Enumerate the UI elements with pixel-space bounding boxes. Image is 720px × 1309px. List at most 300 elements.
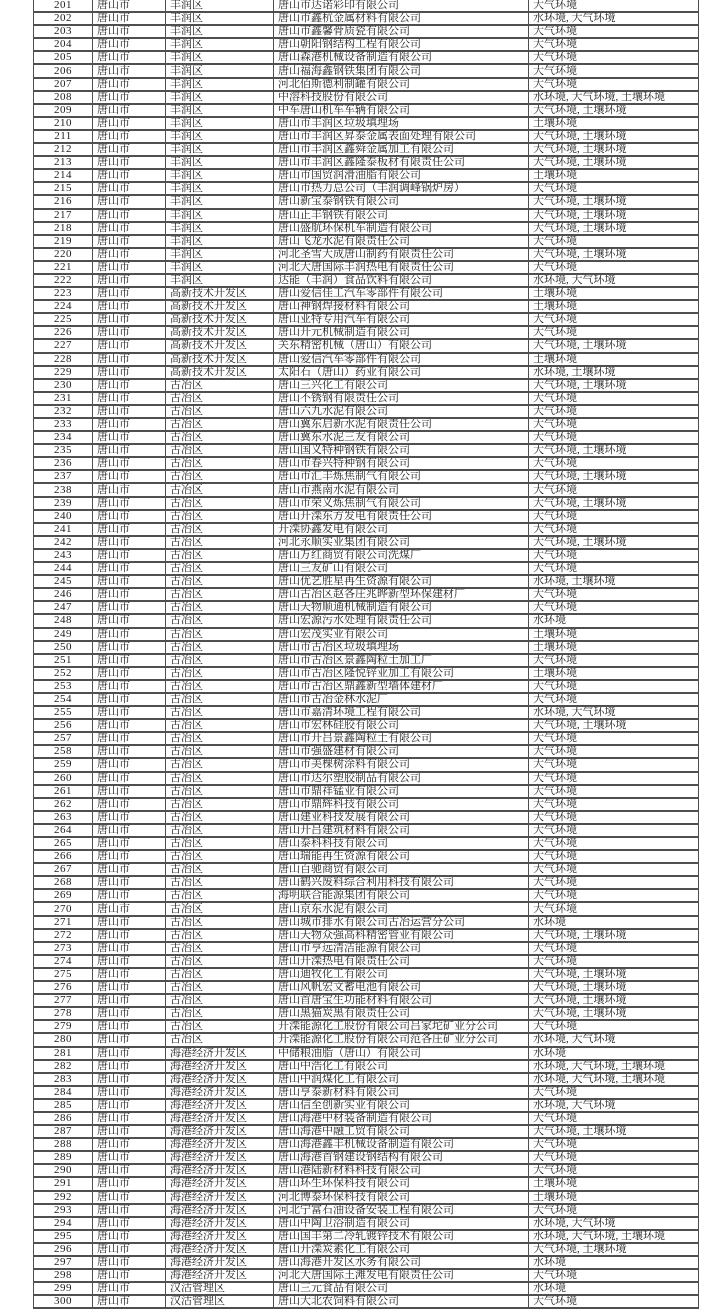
cell-company: 唐山市宏林硅胶有限公司 [274,719,529,732]
table-row [34,339,699,352]
cell-seq: 285 [34,1099,93,1112]
cell-seq: 269 [34,889,93,902]
table-row [34,955,699,968]
cell-company: 唐山京东水泥有限公司 [274,902,529,915]
cell-city: 唐山市 [93,693,166,706]
cell-district: 古冶区 [166,497,274,510]
cell-district: 丰润区 [166,261,274,274]
cell-seq: 257 [34,732,93,745]
cell-env: 大气环境 [529,601,699,614]
cell-env: 大气环境 [529,889,699,902]
cell-env: 大气环境, 土壤环境 [529,156,699,169]
cell-district: 丰润区 [166,91,274,104]
table-row [34,274,699,287]
cell-district: 古冶区 [166,824,274,837]
cell-district: 丰润区 [166,209,274,222]
cell-city: 唐山市 [93,405,166,418]
cell-city: 唐山市 [93,431,166,444]
cell-env: 大气环境, 土壤环境 [529,379,699,392]
table-row [34,51,699,64]
cell-city: 唐山市 [93,850,166,863]
cell-env: 大气环境 [529,182,699,195]
cell-company: 唐山泰科科技有限公司 [274,837,529,850]
cell-company: 开滦能源化工股份有限公司范各庄矿业分公司 [274,1033,529,1046]
table-row [34,405,699,418]
cell-district: 海港经济开发区 [166,1164,274,1177]
cell-env: 水环境, 土壤环境 [529,575,699,588]
table-row [34,667,699,680]
table-row [34,1295,699,1308]
cell-city: 唐山市 [93,1047,166,1060]
cell-env: 大气环境, 土壤环境 [529,968,699,981]
cell-district: 高新技术开发区 [166,313,274,326]
cell-seq: 300 [34,1295,93,1308]
cell-city: 唐山市 [93,1020,166,1033]
cell-city: 唐山市 [93,248,166,261]
cell-seq: 230 [34,379,93,392]
cell-company: 唐山开滦热电有限责任公司 [274,955,529,968]
cell-district: 丰润区 [166,222,274,235]
cell-company: 唐山首唐宝生功能材料有限公司 [274,994,529,1007]
cell-city: 唐山市 [93,968,166,981]
cell-env: 大气环境, 土壤环境 [529,470,699,483]
cell-seq: 287 [34,1125,93,1138]
table-row [34,91,699,104]
table-row [34,1282,699,1295]
cell-district: 丰润区 [166,104,274,117]
cell-seq: 204 [34,38,93,51]
cell-seq: 201 [34,0,93,12]
cell-city: 唐山市 [93,772,166,785]
cell-seq: 261 [34,785,93,798]
cell-city: 唐山市 [93,1164,166,1177]
table-row [34,654,699,667]
cell-district: 古冶区 [166,955,274,968]
cell-district: 古冶区 [166,483,274,496]
cell-district: 丰润区 [166,182,274,195]
cell-city: 唐山市 [93,1191,166,1204]
table-row [34,785,699,798]
table-row [34,994,699,1007]
cell-env: 大气环境, 土壤环境 [529,143,699,156]
table-row [34,916,699,929]
cell-city: 唐山市 [93,510,166,523]
cell-seq: 248 [34,614,93,627]
cell-company: 唐山亨泰新材料有限公司 [274,1086,529,1099]
cell-company: 海明联合能源集团有限公司 [274,889,529,902]
cell-company: 唐山城市排水有限公司古冶运营分公司 [274,916,529,929]
cell-env: 大气环境 [529,876,699,889]
table-row [34,614,699,627]
cell-district: 古冶区 [166,457,274,470]
cell-env: 大气环境, 土壤环境 [529,209,699,222]
cell-seq: 276 [34,981,93,994]
cell-env: 水环境, 大气环境, 土壤环境 [529,1060,699,1073]
cell-district: 古冶区 [166,418,274,431]
cell-env: 大气环境 [529,654,699,667]
cell-city: 唐山市 [93,1230,166,1243]
cell-city: 唐山市 [93,902,166,915]
cell-company: 唐山市开吕景鑫陶粒土有限公司 [274,732,529,745]
cell-district: 丰润区 [166,143,274,156]
cell-city: 唐山市 [93,1282,166,1295]
table-row [34,1033,699,1046]
cell-company: 唐山万红商贸有限公司洗煤厂 [274,549,529,562]
cell-district: 古冶区 [166,745,274,758]
cell-env: 大气环境 [529,850,699,863]
cell-seq: 277 [34,994,93,1007]
cell-company: 唐山市丰润区昇泰金属表面处理有限公司 [274,130,529,143]
cell-env: 大气环境, 土壤环境 [529,1243,699,1256]
cell-city: 唐山市 [93,863,166,876]
cell-env: 土壤环境 [529,628,699,641]
table-row [34,300,699,313]
table-row [34,1151,699,1164]
cell-district: 海港经济开发区 [166,1125,274,1138]
cell-district: 古冶区 [166,850,274,863]
cell-seq: 259 [34,758,93,771]
pollutant-table [33,0,699,1309]
cell-seq: 203 [34,25,93,38]
cell-seq: 298 [34,1269,93,1282]
table-row [34,588,699,601]
cell-env: 大气环境 [529,261,699,274]
table-row [34,287,699,300]
cell-city: 唐山市 [93,12,166,25]
cell-env: 大气环境 [529,732,699,745]
cell-company: 唐山海港鑫丰机械设备制造有限公司 [274,1138,529,1151]
table-row [34,628,699,641]
cell-city: 唐山市 [93,680,166,693]
cell-district: 海港经济开发区 [166,1138,274,1151]
cell-city: 唐山市 [93,1269,166,1282]
cell-env: 土壤环境 [529,169,699,182]
cell-env: 大气环境 [529,902,699,915]
cell-district: 古冶区 [166,523,274,536]
cell-district: 海港经济开发区 [166,1151,274,1164]
cell-env: 大气环境 [529,588,699,601]
cell-seq: 231 [34,392,93,405]
cell-company: 唐山市丰润区垃圾填埋场 [274,117,529,130]
table-row [34,863,699,876]
cell-company: 唐山市鼎辉科技有限公司 [274,798,529,811]
cell-district: 高新技术开发区 [166,339,274,352]
cell-env: 大气环境 [529,562,699,575]
cell-env: 大气环境, 土壤环境 [529,994,699,1007]
cell-env: 大气环境 [529,1020,699,1033]
cell-company: 唐山国丰第二冷轧镀锌技术有限公司 [274,1230,529,1243]
table-row [34,745,699,758]
table-row [34,523,699,536]
cell-city: 唐山市 [93,641,166,654]
cell-company: 唐山新宝泰钢铁有限公司 [274,195,529,208]
cell-env: 大气环境 [529,51,699,64]
cell-district: 丰润区 [166,130,274,143]
table-row [34,732,699,745]
cell-env: 大气环境, 土壤环境 [529,444,699,457]
cell-env: 大气环境 [529,483,699,496]
cell-company: 唐山市丰润区鑫舜金属加工有限公司 [274,143,529,156]
cell-city: 唐山市 [93,353,166,366]
table-row [34,156,699,169]
cell-seq: 227 [34,339,93,352]
cell-company: 唐山市汇丰炼焦制气有限公司 [274,470,529,483]
cell-city: 唐山市 [93,1033,166,1046]
cell-seq: 296 [34,1243,93,1256]
cell-city: 唐山市 [93,0,166,12]
cell-company: 唐山不锈钢有限责任公司 [274,392,529,405]
cell-company: 唐山六九水泥有限公司 [274,405,529,418]
cell-env: 大气环境 [529,693,699,706]
cell-company: 唐山中浩化工有限公司 [274,1060,529,1073]
cell-seq: 265 [34,837,93,850]
cell-city: 唐山市 [93,1151,166,1164]
cell-district: 古冶区 [166,667,274,680]
cell-city: 唐山市 [93,104,166,117]
cell-seq: 206 [34,64,93,77]
cell-city: 唐山市 [93,575,166,588]
cell-district: 丰润区 [166,274,274,287]
cell-seq: 299 [34,1282,93,1295]
table-row [34,130,699,143]
cell-seq: 253 [34,680,93,693]
cell-company: 唐山中陶卫浴制造有限公司 [274,1217,529,1230]
cell-district: 海港经济开发区 [166,1243,274,1256]
table-row [34,1060,699,1073]
cell-env: 土壤环境 [529,641,699,654]
cell-env: 水环境, 大气环境, 土壤环境 [529,91,699,104]
cell-district: 海港经济开发区 [166,1269,274,1282]
table-row [34,693,699,706]
cell-seq: 250 [34,641,93,654]
cell-seq: 242 [34,536,93,549]
cell-env: 大气环境 [529,1164,699,1177]
cell-env: 大气环境 [529,1204,699,1217]
cell-city: 唐山市 [93,798,166,811]
table-row [34,837,699,850]
cell-env: 土壤环境 [529,300,699,313]
cell-seq: 270 [34,902,93,915]
cell-env: 大气环境 [529,745,699,758]
cell-city: 唐山市 [93,1295,166,1308]
cell-district: 古冶区 [166,641,274,654]
cell-company: 唐山爱信汽车零部件有限公司 [274,353,529,366]
cell-city: 唐山市 [93,994,166,1007]
cell-env: 土壤环境 [529,117,699,130]
cell-district: 丰润区 [166,0,274,12]
table-row [34,182,699,195]
cell-district: 丰润区 [166,38,274,51]
cell-company: 唐山海港中融工贸有限公司 [274,1125,529,1138]
cell-city: 唐山市 [93,392,166,405]
cell-company: 唐山信至创新实业有限公司 [274,1099,529,1112]
cell-company: 唐山正丰钢铁有限公司 [274,209,529,222]
cell-seq: 217 [34,209,93,222]
cell-seq: 263 [34,811,93,824]
cell-city: 唐山市 [93,1125,166,1138]
cell-district: 古冶区 [166,719,274,732]
cell-city: 唐山市 [93,235,166,248]
cell-city: 唐山市 [93,654,166,667]
cell-district: 古冶区 [166,876,274,889]
cell-city: 唐山市 [93,470,166,483]
cell-env: 水环境, 大气环境, 土壤环境 [529,1073,699,1086]
cell-env: 大气环境 [529,510,699,523]
cell-company: 唐山天物众强高科精密管业有限公司 [274,929,529,942]
cell-env: 大气环境 [529,1138,699,1151]
table-row [34,968,699,981]
cell-env: 大气环境 [529,405,699,418]
cell-env: 大气环境, 土壤环境 [529,929,699,942]
table-row [34,811,699,824]
cell-city: 唐山市 [93,1256,166,1269]
cell-seq: 215 [34,182,93,195]
cell-seq: 237 [34,470,93,483]
cell-city: 唐山市 [93,889,166,902]
table-row [34,562,699,575]
cell-city: 唐山市 [93,1177,166,1190]
cell-seq: 210 [34,117,93,130]
cell-env: 水环境 [529,1256,699,1269]
cell-district: 汉沽管理区 [166,1295,274,1308]
cell-env: 大气环境 [529,392,699,405]
cell-seq: 256 [34,719,93,732]
cell-company: 唐山市古冶区隆悦锌业加工有限公司 [274,667,529,680]
cell-city: 唐山市 [93,667,166,680]
cell-env: 大气环境 [529,837,699,850]
cell-seq: 234 [34,431,93,444]
cell-company: 唐山三元食品有限公司 [274,1282,529,1295]
cell-seq: 271 [34,916,93,929]
cell-env: 大气环境 [529,78,699,91]
cell-city: 唐山市 [93,942,166,955]
cell-seq: 255 [34,706,93,719]
cell-seq: 220 [34,248,93,261]
cell-env: 大气环境 [529,418,699,431]
table-row [34,12,699,25]
table-row [34,379,699,392]
cell-district: 丰润区 [166,195,274,208]
cell-district: 古冶区 [166,693,274,706]
table-row [34,510,699,523]
cell-company: 开滦能源化工股份有限公司吕家坨矿业分公司 [274,1020,529,1033]
cell-env: 大气环境, 土壤环境 [529,1007,699,1020]
cell-city: 唐山市 [93,497,166,510]
cell-district: 古冶区 [166,431,274,444]
cell-env: 大气环境, 土壤环境 [529,1125,699,1138]
cell-env: 大气环境, 土壤环境 [529,339,699,352]
table-row [34,25,699,38]
table-row [34,824,699,837]
cell-company: 唐山黑猫炭黑有限责任公司 [274,1007,529,1020]
cell-company: 唐山爱信佳工汽车零部件有限公司 [274,287,529,300]
cell-district: 古冶区 [166,981,274,994]
cell-company: 唐山海港中材装备制造有限公司 [274,1112,529,1125]
cell-district: 古冶区 [166,510,274,523]
cell-company: 唐山飞龙水泥有限责任公司 [274,235,529,248]
cell-district: 古冶区 [166,837,274,850]
cell-district: 古冶区 [166,942,274,955]
cell-seq: 221 [34,261,93,274]
table-row [34,497,699,510]
cell-env: 大气环境 [529,523,699,536]
cell-city: 唐山市 [93,628,166,641]
cell-seq: 244 [34,562,93,575]
cell-city: 唐山市 [93,379,166,392]
cell-city: 唐山市 [93,745,166,758]
cell-env: 大气环境, 土壤环境 [529,719,699,732]
cell-env: 大气环境 [529,863,699,876]
cell-env: 大气环境, 土壤环境 [529,195,699,208]
table-row [34,418,699,431]
cell-city: 唐山市 [93,418,166,431]
cell-city: 唐山市 [93,981,166,994]
cell-env: 水环境 [529,614,699,627]
table-row [34,575,699,588]
cell-city: 唐山市 [93,811,166,824]
cell-district: 丰润区 [166,169,274,182]
cell-env: 水环境, 土壤环境 [529,366,699,379]
cell-city: 唐山市 [93,457,166,470]
cell-seq: 241 [34,523,93,536]
cell-city: 唐山市 [93,25,166,38]
cell-company: 唐山三兴化工有限公司 [274,379,529,392]
cell-env: 大气环境 [529,0,699,12]
cell-district: 古冶区 [166,680,274,693]
cell-env: 土壤环境 [529,1191,699,1204]
cell-company: 唐山亚特专用汽车有限公司 [274,313,529,326]
table-row [34,981,699,994]
cell-company: 唐山中润煤化工有限公司 [274,1073,529,1086]
cell-city: 唐山市 [93,195,166,208]
cell-company: 唐山市古冶金林水泥厂 [274,693,529,706]
cell-seq: 223 [34,287,93,300]
cell-district: 高新技术开发区 [166,326,274,339]
cell-company: 关东精密机械（唐山）有限公司 [274,339,529,352]
table-row [34,1164,699,1177]
cell-company: 唐山市燕南水泥有限公司 [274,483,529,496]
cell-district: 海港经济开发区 [166,1256,274,1269]
cell-company: 唐山鹤兴废料综合利用科技有限公司 [274,876,529,889]
cell-city: 唐山市 [93,156,166,169]
table-row [34,0,699,12]
table-row [34,78,699,91]
cell-district: 古冶区 [166,444,274,457]
cell-city: 唐山市 [93,837,166,850]
table-row [34,457,699,470]
cell-seq: 267 [34,863,93,876]
cell-seq: 290 [34,1164,93,1177]
cell-district: 汉沽管理区 [166,1282,274,1295]
cell-district: 古冶区 [166,1020,274,1033]
cell-district: 丰润区 [166,64,274,77]
table-row [34,1191,699,1204]
cell-company: 河北大唐国际王滩发电有限责任公司 [274,1269,529,1282]
cell-city: 唐山市 [93,326,166,339]
cell-city: 唐山市 [93,1099,166,1112]
cell-city: 唐山市 [93,601,166,614]
cell-district: 高新技术开发区 [166,353,274,366]
cell-city: 唐山市 [93,78,166,91]
cell-seq: 235 [34,444,93,457]
cell-district: 古冶区 [166,392,274,405]
table-row [34,902,699,915]
cell-city: 唐山市 [93,824,166,837]
cell-company: 河北宁富石油设备安装工程有限公司 [274,1204,529,1217]
table-row [34,1138,699,1151]
table-row [34,235,699,248]
cell-env: 土壤环境 [529,353,699,366]
